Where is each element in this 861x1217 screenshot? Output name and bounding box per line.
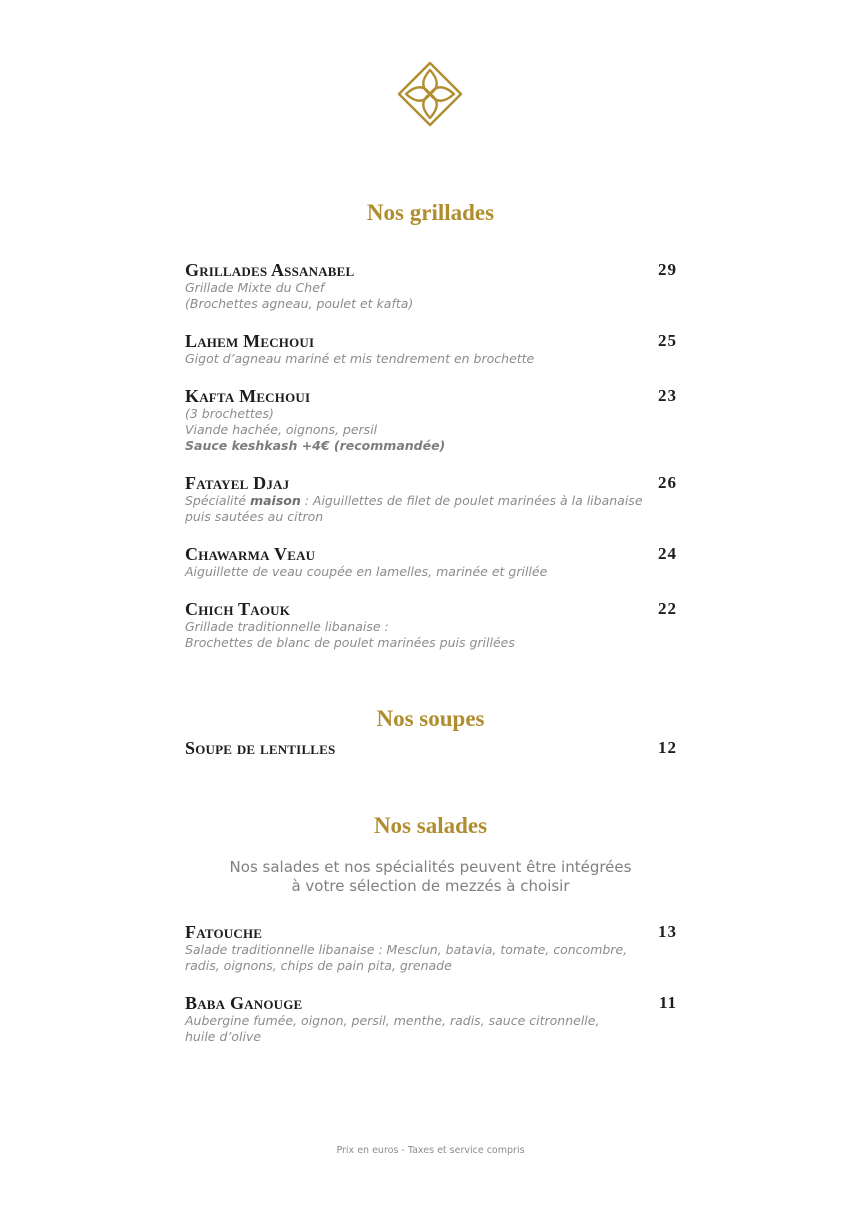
item-name: Baba Ganouge (185, 993, 303, 1013)
item-description: Grillade traditionnelle libanaise : (185, 619, 389, 634)
section-title-salades: Nos salades (373, 813, 488, 838)
item-description: Aubergine fumée, oignon, persil, menthe, radis, sauce citronnelle, (185, 1013, 600, 1028)
item-price: 25 (658, 331, 677, 350)
item-description: (3 brochettes) (185, 406, 274, 421)
item-name: Chich Taouk (185, 599, 291, 619)
item-description: huile d’olive (185, 1029, 262, 1044)
menu-item-kafta-mechoui (185, 386, 677, 454)
menu-item-fatouche (185, 922, 677, 974)
item-price: 11 (658, 993, 677, 1012)
salades-intro (0, 858, 861, 896)
item-price: 23 (658, 386, 677, 405)
menu-item-grillades-assanabel (185, 260, 677, 312)
price-footer-note: Prix en euros - Taxes et service compris (336, 1145, 525, 1156)
item-description: Grillade Mixte du Chef (185, 280, 325, 295)
menu-item-soupe-de-lentilles (185, 738, 677, 758)
item-description: radis, oignons, chips de pain pita, grenade (185, 958, 452, 973)
menu-item-fatayel-djaj (185, 473, 677, 525)
item-description (185, 493, 677, 509)
item-price: 24 (658, 544, 677, 563)
item-price: 26 (658, 473, 677, 492)
desc-suffix: : Aiguillettes de filet de poulet marinées à la libanaise (300, 493, 643, 508)
menu-item-chawarma-veau (185, 544, 677, 580)
item-description: puis sautées au citron (185, 509, 324, 524)
desc-prefix: Spécialité (185, 493, 251, 508)
item-name: Chawarma Veau (185, 544, 316, 564)
intro-line: à votre sélection de mezzés à choisir (291, 877, 570, 895)
item-name: Soupe de lentilles (185, 738, 336, 758)
desc-emphasis: maison (250, 493, 301, 508)
item-description: (Brochettes agneau, poulet et kafta) (185, 296, 414, 311)
item-name: Fatayel Djaj (185, 473, 290, 493)
diamond-flower-logo-icon (396, 60, 464, 128)
item-description: Brochettes de blanc de poulet marinées puis grillées (185, 635, 515, 650)
item-name: Fatouche (185, 922, 263, 942)
item-description: Aiguillette de veau coupée en lamelles, marinée et grillée (185, 564, 548, 579)
item-price: 13 (658, 922, 677, 941)
menu-item-chich-taouk (185, 599, 677, 651)
section-title-soupes: Nos soupes (376, 706, 485, 731)
item-description: Gigot d’agneau mariné et mis tendrement en brochette (185, 351, 535, 366)
item-name: Grillades Assanabel (185, 260, 355, 280)
section-title-grillades: Nos grillades (366, 200, 495, 225)
menu-item-baba-ganouge (185, 993, 677, 1045)
intro-line: Nos salades et nos spécialités peuvent être intégrées (229, 858, 632, 876)
sauce-note: Sauce keshkash +4€ (recommandée) (185, 438, 446, 453)
item-price: 29 (658, 260, 677, 279)
item-name: Lahem Mechoui (185, 331, 315, 351)
menu-item-lahem-mechoui (185, 331, 677, 367)
item-name: Kafta Mechoui (185, 386, 311, 406)
item-description: Viande hachée, oignons, persil (185, 422, 378, 437)
item-price: 22 (658, 599, 677, 618)
item-description: Salade traditionnelle libanaise : Mesclun, batavia, tomate, concombre, (185, 942, 628, 957)
item-price: 12 (658, 738, 677, 757)
